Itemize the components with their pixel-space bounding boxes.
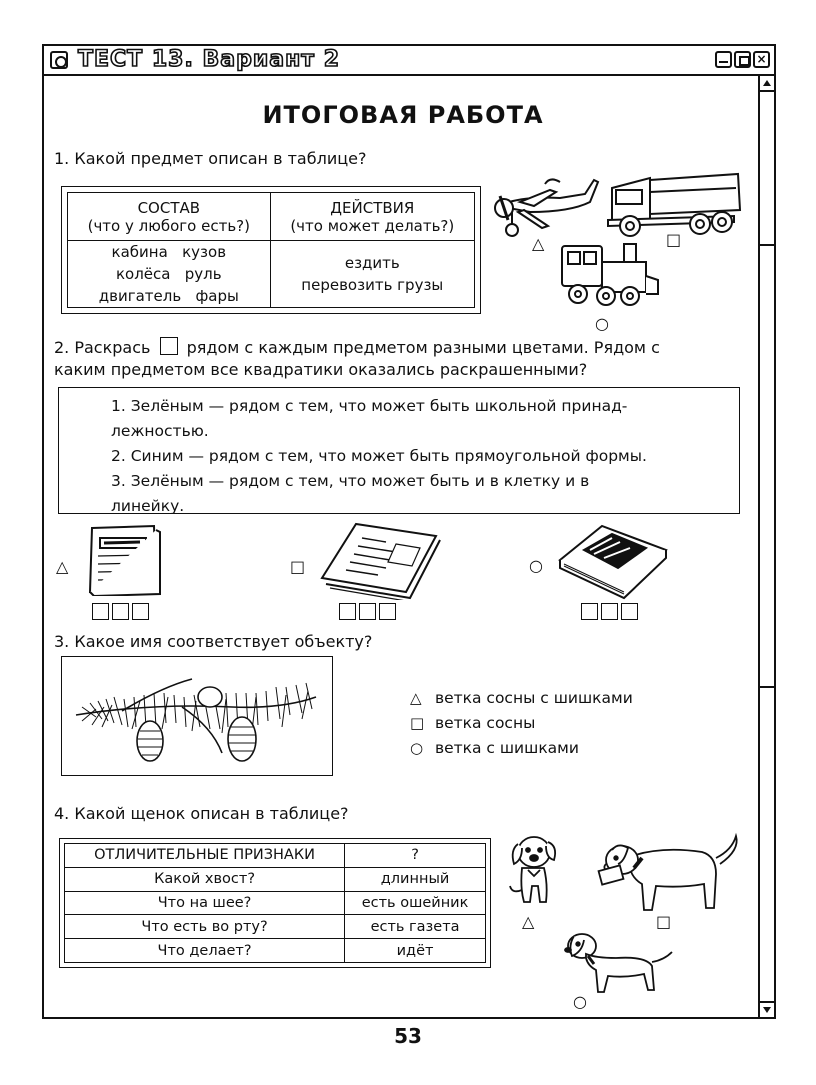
notebook-picture xyxy=(84,524,162,596)
option-branch-with-cones[interactable] xyxy=(410,736,633,761)
option-label: ветка с шишками xyxy=(434,739,579,757)
q2-text-a: 2. Раскрась xyxy=(54,338,151,357)
newspaper-square-mark[interactable]: □ xyxy=(290,557,306,576)
col2-subtitle: (что может делать?) xyxy=(290,216,455,235)
actions-row-1: ездить xyxy=(344,254,400,272)
airplane-picture xyxy=(490,166,600,241)
train-circle-mark[interactable]: ○ xyxy=(595,314,609,333)
q1-table-frame xyxy=(61,186,481,314)
instruction-line-1: 1. Зелёным — рядом с тем, что может быть школьной принад- xyxy=(111,397,628,415)
col1-title: СОСТАВ xyxy=(137,198,201,217)
app-icon[interactable] xyxy=(50,51,68,69)
col1-subtitle: (что у любого есть?) xyxy=(87,216,250,235)
triangle-mark[interactable]: △ xyxy=(410,689,422,707)
notebook-triangle-mark[interactable]: △ xyxy=(56,557,69,576)
q4-table xyxy=(64,843,486,963)
actions-row-2: перевозить грузы xyxy=(301,276,444,294)
instruction-line-5: линейку. xyxy=(111,497,185,515)
q4-header-1: ОТЛИЧИТЕЛЬНЫЕ ПРИЗНАКИ xyxy=(65,844,345,868)
window-title: ТЕСТ 13. Вариант 2 xyxy=(78,47,341,72)
book-circle-mark[interactable]: ○ xyxy=(529,556,543,575)
pine-branch-frame xyxy=(61,656,333,776)
table-row: Что на шее? есть ошейник xyxy=(65,891,486,915)
vertical-scrollbar[interactable] xyxy=(758,76,774,1017)
table-row: Какой хвост? длинный xyxy=(65,867,486,891)
table-row: Что делает? идёт xyxy=(65,939,486,963)
plane-triangle-mark[interactable]: △ xyxy=(532,234,545,253)
puppy-1-picture xyxy=(502,830,564,912)
option-pine-branch[interactable] xyxy=(410,711,633,736)
question-1: 1. Какой предмет описан в таблице? xyxy=(54,149,367,168)
test-window xyxy=(42,44,776,1019)
instruction-line-2: лежностью. xyxy=(111,422,209,440)
option-pine-with-cones[interactable] xyxy=(410,686,633,711)
page-number: 53 xyxy=(394,1024,422,1048)
q2-text-c: каким предметом все квадратики оказались раскрашенными? xyxy=(54,360,588,379)
puppy-2-square-mark[interactable]: □ xyxy=(656,912,672,931)
question-2 xyxy=(54,337,754,381)
table-row: Что есть во рту? есть газета xyxy=(65,915,486,939)
option-label: ветка сосны xyxy=(434,714,536,732)
puppy-2-picture xyxy=(592,828,742,914)
col2-title: ДЕЙСТВИЯ xyxy=(330,198,415,217)
q1-table xyxy=(67,192,475,308)
minimize-icon[interactable] xyxy=(715,51,732,68)
parts-row-2: колёса руль xyxy=(115,265,222,283)
instruction-line-4: 3. Зелёным — рядом с тем, что может быть и в клетку и в xyxy=(111,472,590,490)
page-heading: ИТОГОВАЯ РАБОТА xyxy=(262,101,544,129)
puppy-1-triangle-mark[interactable]: △ xyxy=(522,912,535,931)
pine-branch-picture xyxy=(62,657,332,775)
puppy-3-circle-mark[interactable]: ○ xyxy=(573,992,587,1011)
question-4: 4. Какой щенок описан в таблице? xyxy=(54,804,349,823)
parts-row-1: кабина кузов xyxy=(111,243,227,261)
color-square-icon xyxy=(160,337,178,355)
newspaper-picture xyxy=(316,518,446,600)
question-3: 3. Какое имя соответствует объекту? xyxy=(54,632,373,651)
book-color-squares[interactable] xyxy=(581,603,638,620)
notebook-color-squares[interactable] xyxy=(92,603,149,620)
q4-header-2: ? xyxy=(345,844,486,868)
q2-text-b: рядом с каждым предметом разными цветами. Рядом с xyxy=(186,338,660,357)
close-icon[interactable]: × xyxy=(753,51,770,68)
newspaper-color-squares[interactable] xyxy=(339,603,396,620)
q3-options xyxy=(410,686,633,761)
option-label: ветка сосны с шишками xyxy=(434,689,633,707)
train-picture xyxy=(554,236,664,311)
truck-square-mark[interactable]: □ xyxy=(666,230,682,249)
book-picture xyxy=(554,520,672,600)
q2-instructions-box xyxy=(58,387,740,514)
scroll-down-arrow-icon[interactable] xyxy=(760,1001,774,1017)
instruction-line-3: 2. Синим — рядом с тем, что может быть прямоугольной формы. xyxy=(111,447,647,465)
parts-row-3: двигатель фары xyxy=(98,287,239,305)
square-mark[interactable]: □ xyxy=(410,714,425,732)
title-bar xyxy=(44,46,774,76)
circle-mark[interactable]: ○ xyxy=(410,739,424,757)
q4-table-frame xyxy=(59,838,491,968)
restore-icon[interactable] xyxy=(734,51,751,68)
scroll-up-arrow-icon[interactable] xyxy=(760,76,774,92)
